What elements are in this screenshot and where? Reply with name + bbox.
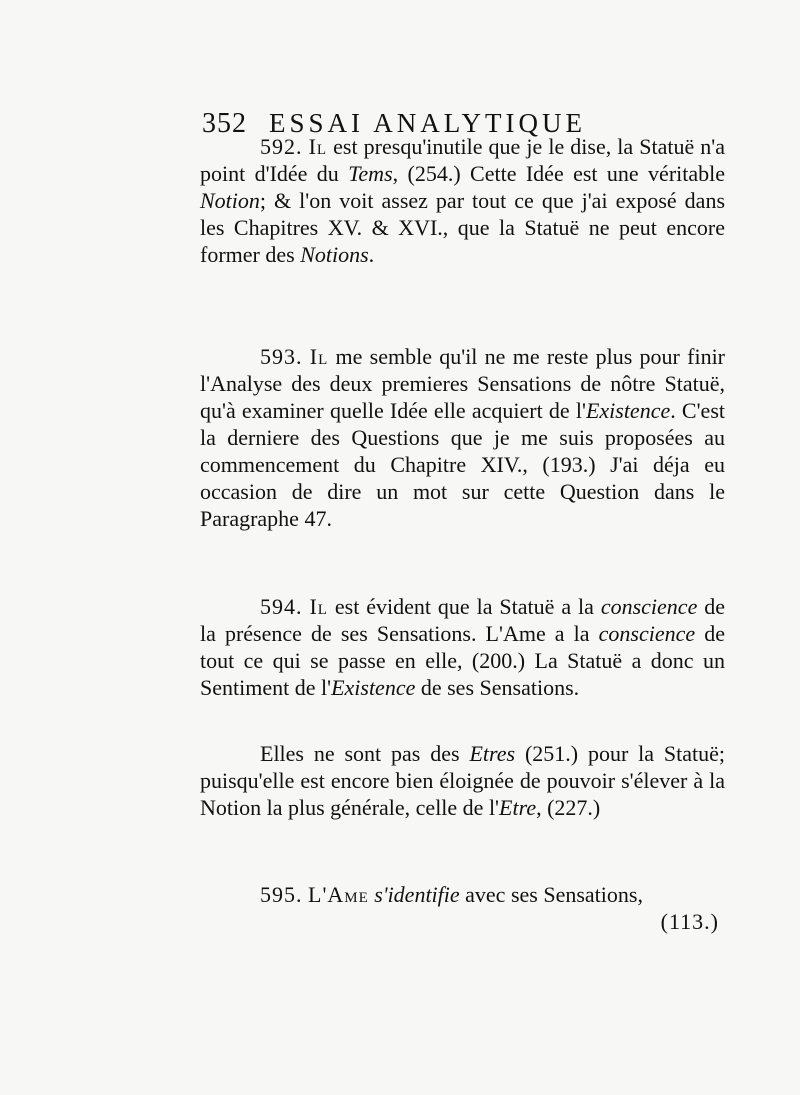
italic-term: Existence (585, 398, 671, 423)
paragraph-593 (200, 343, 725, 532)
paragraph-number: 594. (260, 594, 303, 619)
running-title: ESSAI ANALYTIQUE (269, 108, 587, 138)
paragraph-text: de tout ce qui se passe en elle, (200.) La Statuë a donc un Sentiment de l' (200, 621, 725, 700)
paragraph-text: est évident que la Statuë a la (334, 594, 594, 619)
paragraph-text: (251.) pour la Statuë; puisqu'elle est encore bien éloignée de pouvoir s'élever à la Notion la plus générale, celle de l' (200, 741, 725, 820)
paragraph-text: de la présence de ses Sensations. L'Ame a la (200, 594, 726, 646)
paragraph-text: Elles ne sont pas des (260, 741, 460, 766)
paragraph-text: de ses Sensations. (420, 675, 580, 700)
paragraph-number: 595. (260, 882, 303, 907)
italic-term: Notions (300, 242, 369, 267)
italic-term: Tems (348, 161, 393, 186)
page-number: 352 (202, 108, 247, 139)
paragraph-text: avec ses Sensations, (465, 882, 643, 907)
paragraph-text: . (368, 242, 375, 267)
italic-term: conscience (600, 594, 698, 619)
paragraph-reference: (113.) (660, 909, 719, 934)
paragraph-594-continued (200, 740, 725, 821)
paragraph-595 (200, 881, 725, 935)
paragraph-text: me semble qu'il ne me reste plus pour finir l'Analyse des deux premieres Sensations de nôtre Statuë, qu'à examiner quelle Idée elle acquiert de l' (200, 344, 726, 423)
italic-term: Etre (499, 795, 537, 820)
paragraph-number: 592. (260, 134, 303, 159)
italic-term: s'identifie (374, 882, 460, 907)
italic-term: Etres (469, 741, 516, 766)
lead-word: Il (309, 344, 329, 369)
lead-word: Il (309, 594, 328, 619)
paragraph-text: , (254.) Cette Idée est une véritable (392, 161, 726, 186)
paragraph-number: 593. (260, 344, 303, 369)
paragraph-text: , (227.) (536, 795, 601, 820)
paragraph-text: . C'est la derniere des Questions que je me suis proposées au commencement du Chapitre XIV., (193.) J'ai déja eu occasion de dire un mot sur cette Question dans le Paragraphe 47. (200, 398, 725, 531)
lead-word: L'Ame (308, 882, 369, 907)
italic-term: Notion (200, 188, 260, 213)
lead-word: Il (308, 134, 328, 159)
italic-term: conscience (598, 621, 696, 646)
paragraph-594 (200, 593, 725, 701)
paragraph-592 (200, 133, 725, 268)
paragraph-text: ; & l'on voit assez par tout ce que j'ai exposé dans les Chapitres XV. & XVI., que la Statuë ne peut encore former des (200, 188, 725, 267)
italic-term: Existence (331, 675, 416, 700)
paragraph-text: est presqu'inutile que je le dise, la Statuë n'a point d'Idée du (200, 134, 726, 186)
